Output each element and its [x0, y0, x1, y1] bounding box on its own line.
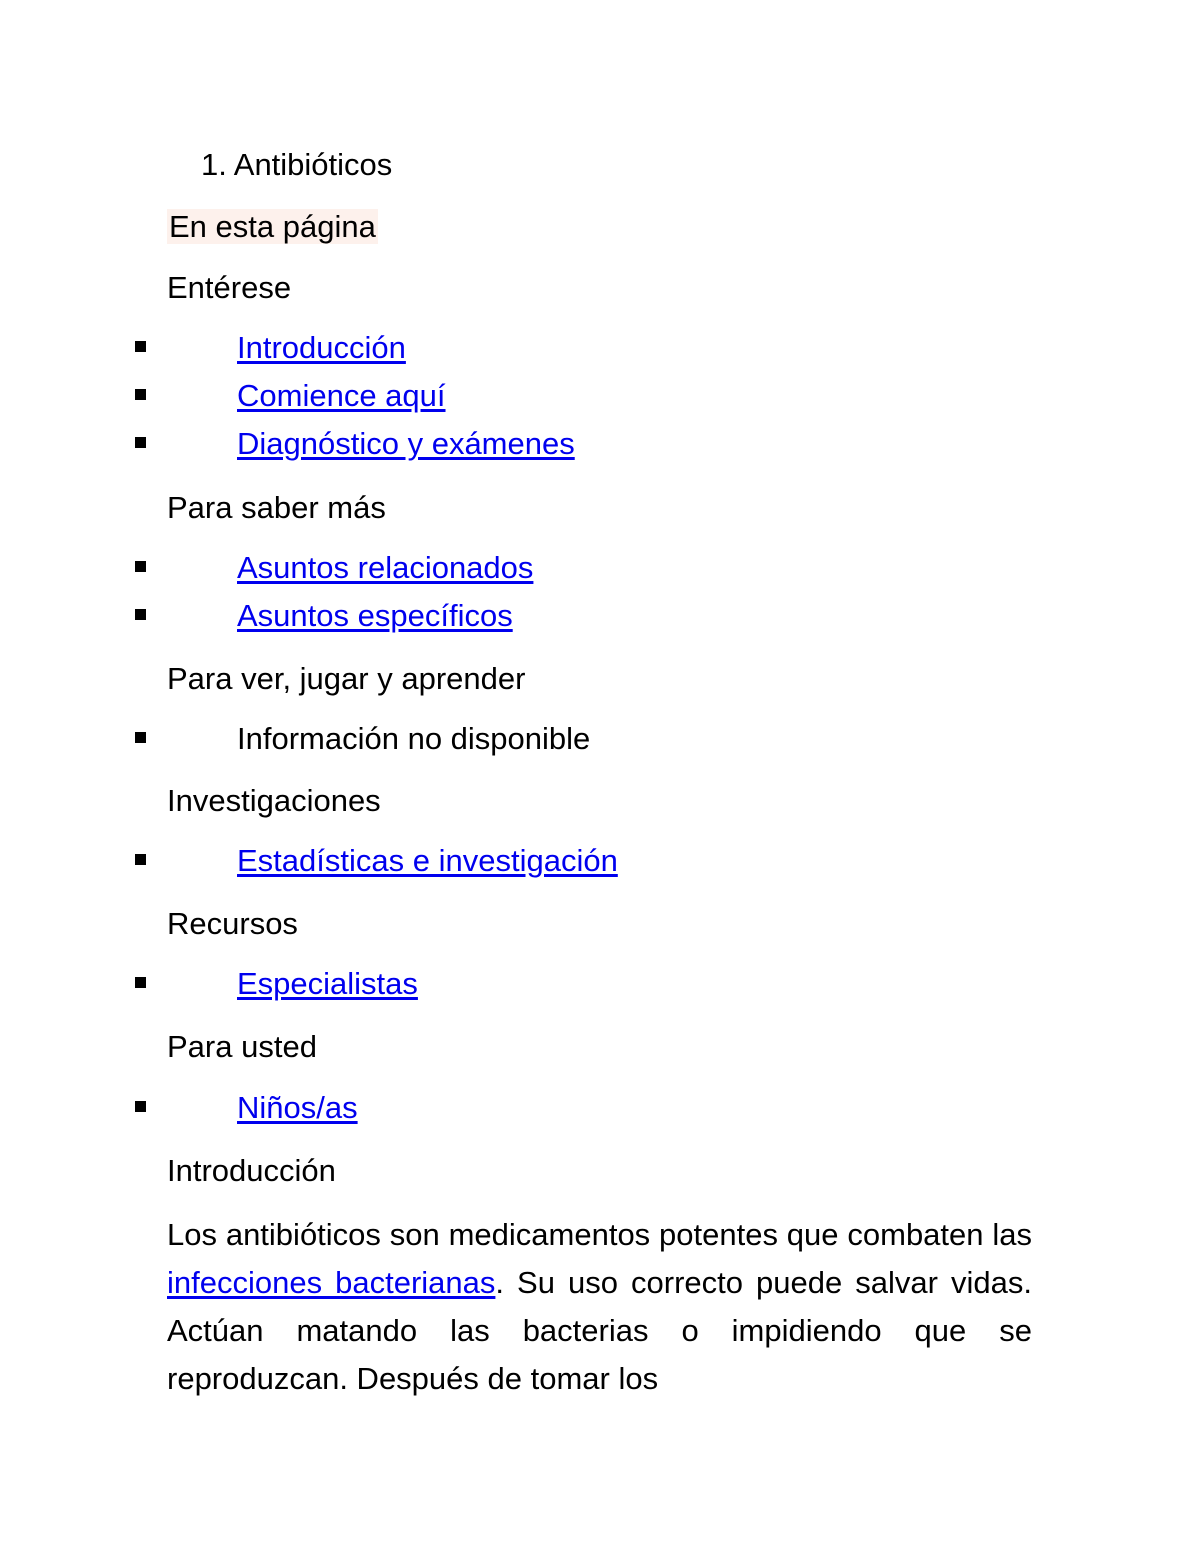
link-diagnostico-examenes[interactable]: Diagnóstico y exámenes — [237, 426, 575, 461]
link-comience-aqui[interactable]: Comience aquí — [237, 378, 446, 413]
link-infecciones-bacterianas[interactable]: infecciones bacterianas — [167, 1265, 496, 1300]
intro-text-after: . Su uso correcto puede salvar vidas. Actúan matando las bacterias o impidiendo que se reproduzcan. Después de tomar los — [167, 1265, 1032, 1396]
intro-heading: Introducción — [167, 1153, 336, 1188]
bullet-icon — [135, 389, 146, 400]
link-introduccion[interactable]: Introducción — [237, 330, 406, 365]
link-asuntos-relacionados[interactable]: Asuntos relacionados — [237, 550, 534, 585]
section-heading: Recursos — [167, 906, 298, 941]
link-ninos[interactable]: Niños/as — [237, 1090, 358, 1125]
bullet-icon — [135, 437, 146, 448]
list-item-text: Información no disponible — [237, 721, 591, 756]
link-estadisticas-investigacion[interactable]: Estadísticas e investigación — [237, 843, 618, 878]
bullet-icon — [135, 854, 146, 865]
intro-text-before: Los antibióticos son medicamentos potentes que combaten las — [167, 1217, 1032, 1252]
bullet-icon — [135, 341, 146, 352]
bullet-icon — [135, 732, 146, 743]
section-heading: Entérese — [167, 270, 292, 305]
page-title — [201, 146, 392, 184]
link-especialistas[interactable]: Especialistas — [237, 966, 418, 1001]
section-heading: Para usted — [167, 1029, 317, 1064]
bullet-icon — [135, 1101, 146, 1112]
list-number: 1. — [201, 147, 227, 182]
section-heading: Para saber más — [167, 490, 386, 525]
section-heading: Para ver, jugar y aprender — [167, 661, 526, 696]
bullet-icon — [135, 609, 146, 620]
section-heading: Investigaciones — [167, 783, 381, 818]
intro-paragraph — [167, 1211, 1032, 1403]
on-this-page-label — [167, 208, 378, 246]
bullet-icon — [135, 561, 146, 572]
bullet-icon — [135, 977, 146, 988]
title-text: Antibióticos — [233, 147, 393, 182]
highlighted-label: En esta página — [169, 209, 376, 244]
link-asuntos-especificos[interactable]: Asuntos específicos — [237, 598, 513, 633]
